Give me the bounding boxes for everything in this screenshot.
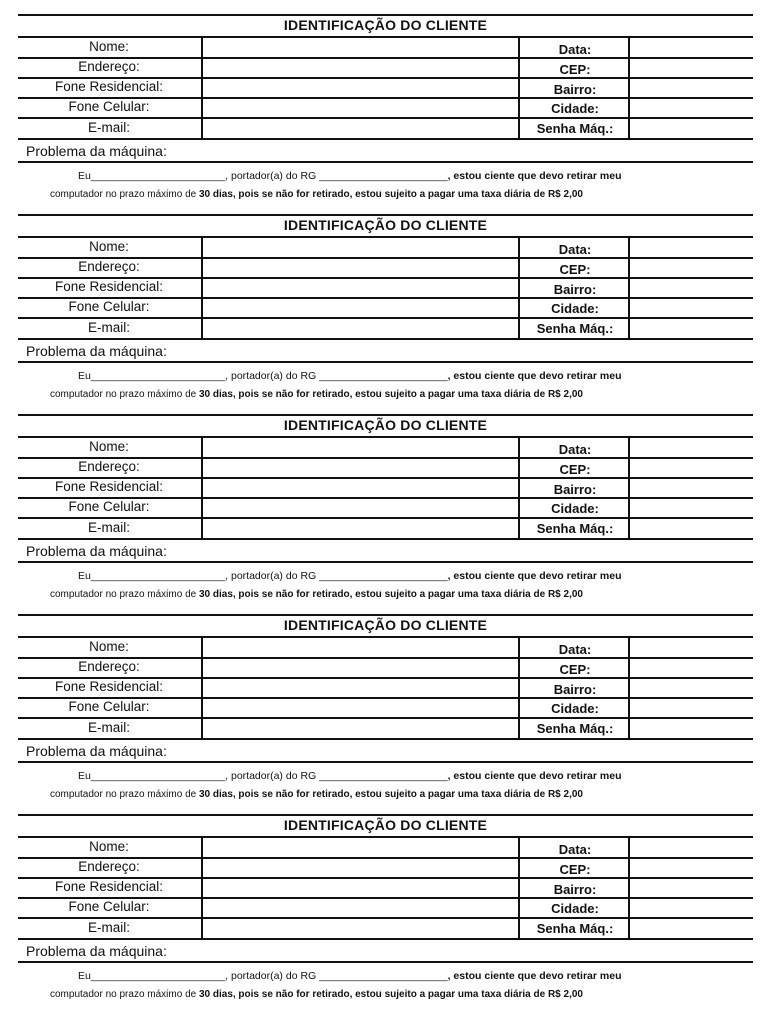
label-cep: CEP: <box>559 662 591 677</box>
label-nome: Nome: <box>89 839 129 854</box>
label-email: E-mail: <box>87 720 130 735</box>
declaration-line-1: Eu_______________________, portador(a) do RG ______________________, estou ciente que devo retirar meu <box>78 570 622 582</box>
label-endereco: Endereço: <box>78 459 140 474</box>
label-problema-maquina: Problema da máquina: <box>26 543 167 559</box>
label-bairro: Bairro: <box>553 482 597 497</box>
label-cep: CEP: <box>559 462 591 477</box>
row-divider <box>18 538 753 540</box>
form-title: IDENTIFICAÇÃO DO CLIENTE <box>283 17 488 33</box>
label-fone-residencial: Fone Residencial: <box>54 279 164 294</box>
label-fone-residencial: Fone Residencial: <box>54 679 164 694</box>
label-fone-celular: Fone Celular: <box>68 99 150 114</box>
row-divider <box>18 361 753 363</box>
label-senha-maq: Senha Máq.: <box>536 121 614 136</box>
form-title: IDENTIFICAÇÃO DO CLIENTE <box>283 617 488 633</box>
label-cidade: Cidade: <box>551 101 599 116</box>
label-problema-maquina: Problema da máquina: <box>26 743 167 759</box>
label-fone-celular: Fone Celular: <box>68 499 150 514</box>
label-senha-maq: Senha Máq.: <box>536 921 614 936</box>
declaration-line-1: Eu_______________________, portador(a) do RG ______________________, estou ciente que devo retirar meu <box>78 370 622 382</box>
label-cep: CEP: <box>559 62 591 77</box>
row-divider <box>18 138 753 140</box>
declaration-line-2: computador no prazo máximo de 30 dias, pois se não for retirado, estou sujeito a pagar uma taxa diária de R$ 2,00 <box>50 389 583 400</box>
label-bairro: Bairro: <box>553 282 597 297</box>
label-bairro: Bairro: <box>553 682 597 697</box>
row-divider <box>18 561 753 563</box>
row-divider <box>18 161 753 163</box>
label-senha-maq: Senha Máq.: <box>536 521 614 536</box>
declaration-line-1: Eu_______________________, portador(a) do RG ______________________, estou ciente que devo retirar meu <box>78 170 622 182</box>
label-fone-residencial: Fone Residencial: <box>54 879 164 894</box>
label-cidade: Cidade: <box>551 301 599 316</box>
declaration-line-1: Eu_______________________, portador(a) do RG ______________________, estou ciente que devo retirar meu <box>78 970 622 982</box>
row-divider <box>18 961 753 963</box>
label-cidade: Cidade: <box>551 501 599 516</box>
label-fone-celular: Fone Celular: <box>68 699 150 714</box>
label-fone-celular: Fone Celular: <box>68 899 150 914</box>
label-senha-maq: Senha Máq.: <box>536 721 614 736</box>
label-nome: Nome: <box>89 39 129 54</box>
label-email: E-mail: <box>87 920 130 935</box>
label-data: Data: <box>558 842 592 857</box>
label-endereco: Endereço: <box>78 59 140 74</box>
client-form <box>18 214 753 412</box>
form-title: IDENTIFICAÇÃO DO CLIENTE <box>283 817 488 833</box>
label-nome: Nome: <box>89 239 129 254</box>
column-divider <box>201 436 203 538</box>
declaration-line-2: computador no prazo máximo de 30 dias, pois se não for retirado, estou sujeito a pagar uma taxa diária de R$ 2,00 <box>50 589 583 600</box>
label-cep: CEP: <box>559 262 591 277</box>
form-title: IDENTIFICAÇÃO DO CLIENTE <box>283 417 488 433</box>
label-problema-maquina: Problema da máquina: <box>26 143 167 159</box>
label-fone-residencial: Fone Residencial: <box>54 79 164 94</box>
label-data: Data: <box>558 42 592 57</box>
label-data: Data: <box>558 442 592 457</box>
label-problema-maquina: Problema da máquina: <box>26 943 167 959</box>
column-divider <box>201 636 203 738</box>
row-divider <box>18 738 753 740</box>
label-problema-maquina: Problema da máquina: <box>26 343 167 359</box>
label-cidade: Cidade: <box>551 901 599 916</box>
client-form <box>18 614 753 812</box>
label-endereco: Endereço: <box>78 259 140 274</box>
column-divider <box>201 836 203 938</box>
label-data: Data: <box>558 642 592 657</box>
label-data: Data: <box>558 242 592 257</box>
form-title: IDENTIFICAÇÃO DO CLIENTE <box>283 217 488 233</box>
label-email: E-mail: <box>87 520 130 535</box>
label-cep: CEP: <box>559 862 591 877</box>
label-endereco: Endereço: <box>78 859 140 874</box>
declaration-line-2: computador no prazo máximo de 30 dias, pois se não for retirado, estou sujeito a pagar uma taxa diária de R$ 2,00 <box>50 789 583 800</box>
column-divider <box>201 36 203 138</box>
row-divider <box>18 938 753 940</box>
row-divider <box>18 761 753 763</box>
label-fone-celular: Fone Celular: <box>68 299 150 314</box>
declaration-line-2: computador no prazo máximo de 30 dias, pois se não for retirado, estou sujeito a pagar uma taxa diária de R$ 2,00 <box>50 189 583 200</box>
client-form <box>18 14 753 212</box>
label-nome: Nome: <box>89 439 129 454</box>
label-email: E-mail: <box>87 320 130 335</box>
row-divider <box>18 338 753 340</box>
column-divider <box>201 236 203 338</box>
declaration-line-1: Eu_______________________, portador(a) do RG ______________________, estou ciente que devo retirar meu <box>78 770 622 782</box>
label-bairro: Bairro: <box>553 882 597 897</box>
label-endereco: Endereço: <box>78 659 140 674</box>
label-senha-maq: Senha Máq.: <box>536 321 614 336</box>
client-form <box>18 414 753 612</box>
label-cidade: Cidade: <box>551 701 599 716</box>
label-bairro: Bairro: <box>553 82 597 97</box>
label-fone-residencial: Fone Residencial: <box>54 479 164 494</box>
declaration-line-2: computador no prazo máximo de 30 dias, pois se não for retirado, estou sujeito a pagar uma taxa diária de R$ 2,00 <box>50 989 583 1000</box>
label-email: E-mail: <box>87 120 130 135</box>
label-nome: Nome: <box>89 639 129 654</box>
client-form <box>18 814 753 1012</box>
